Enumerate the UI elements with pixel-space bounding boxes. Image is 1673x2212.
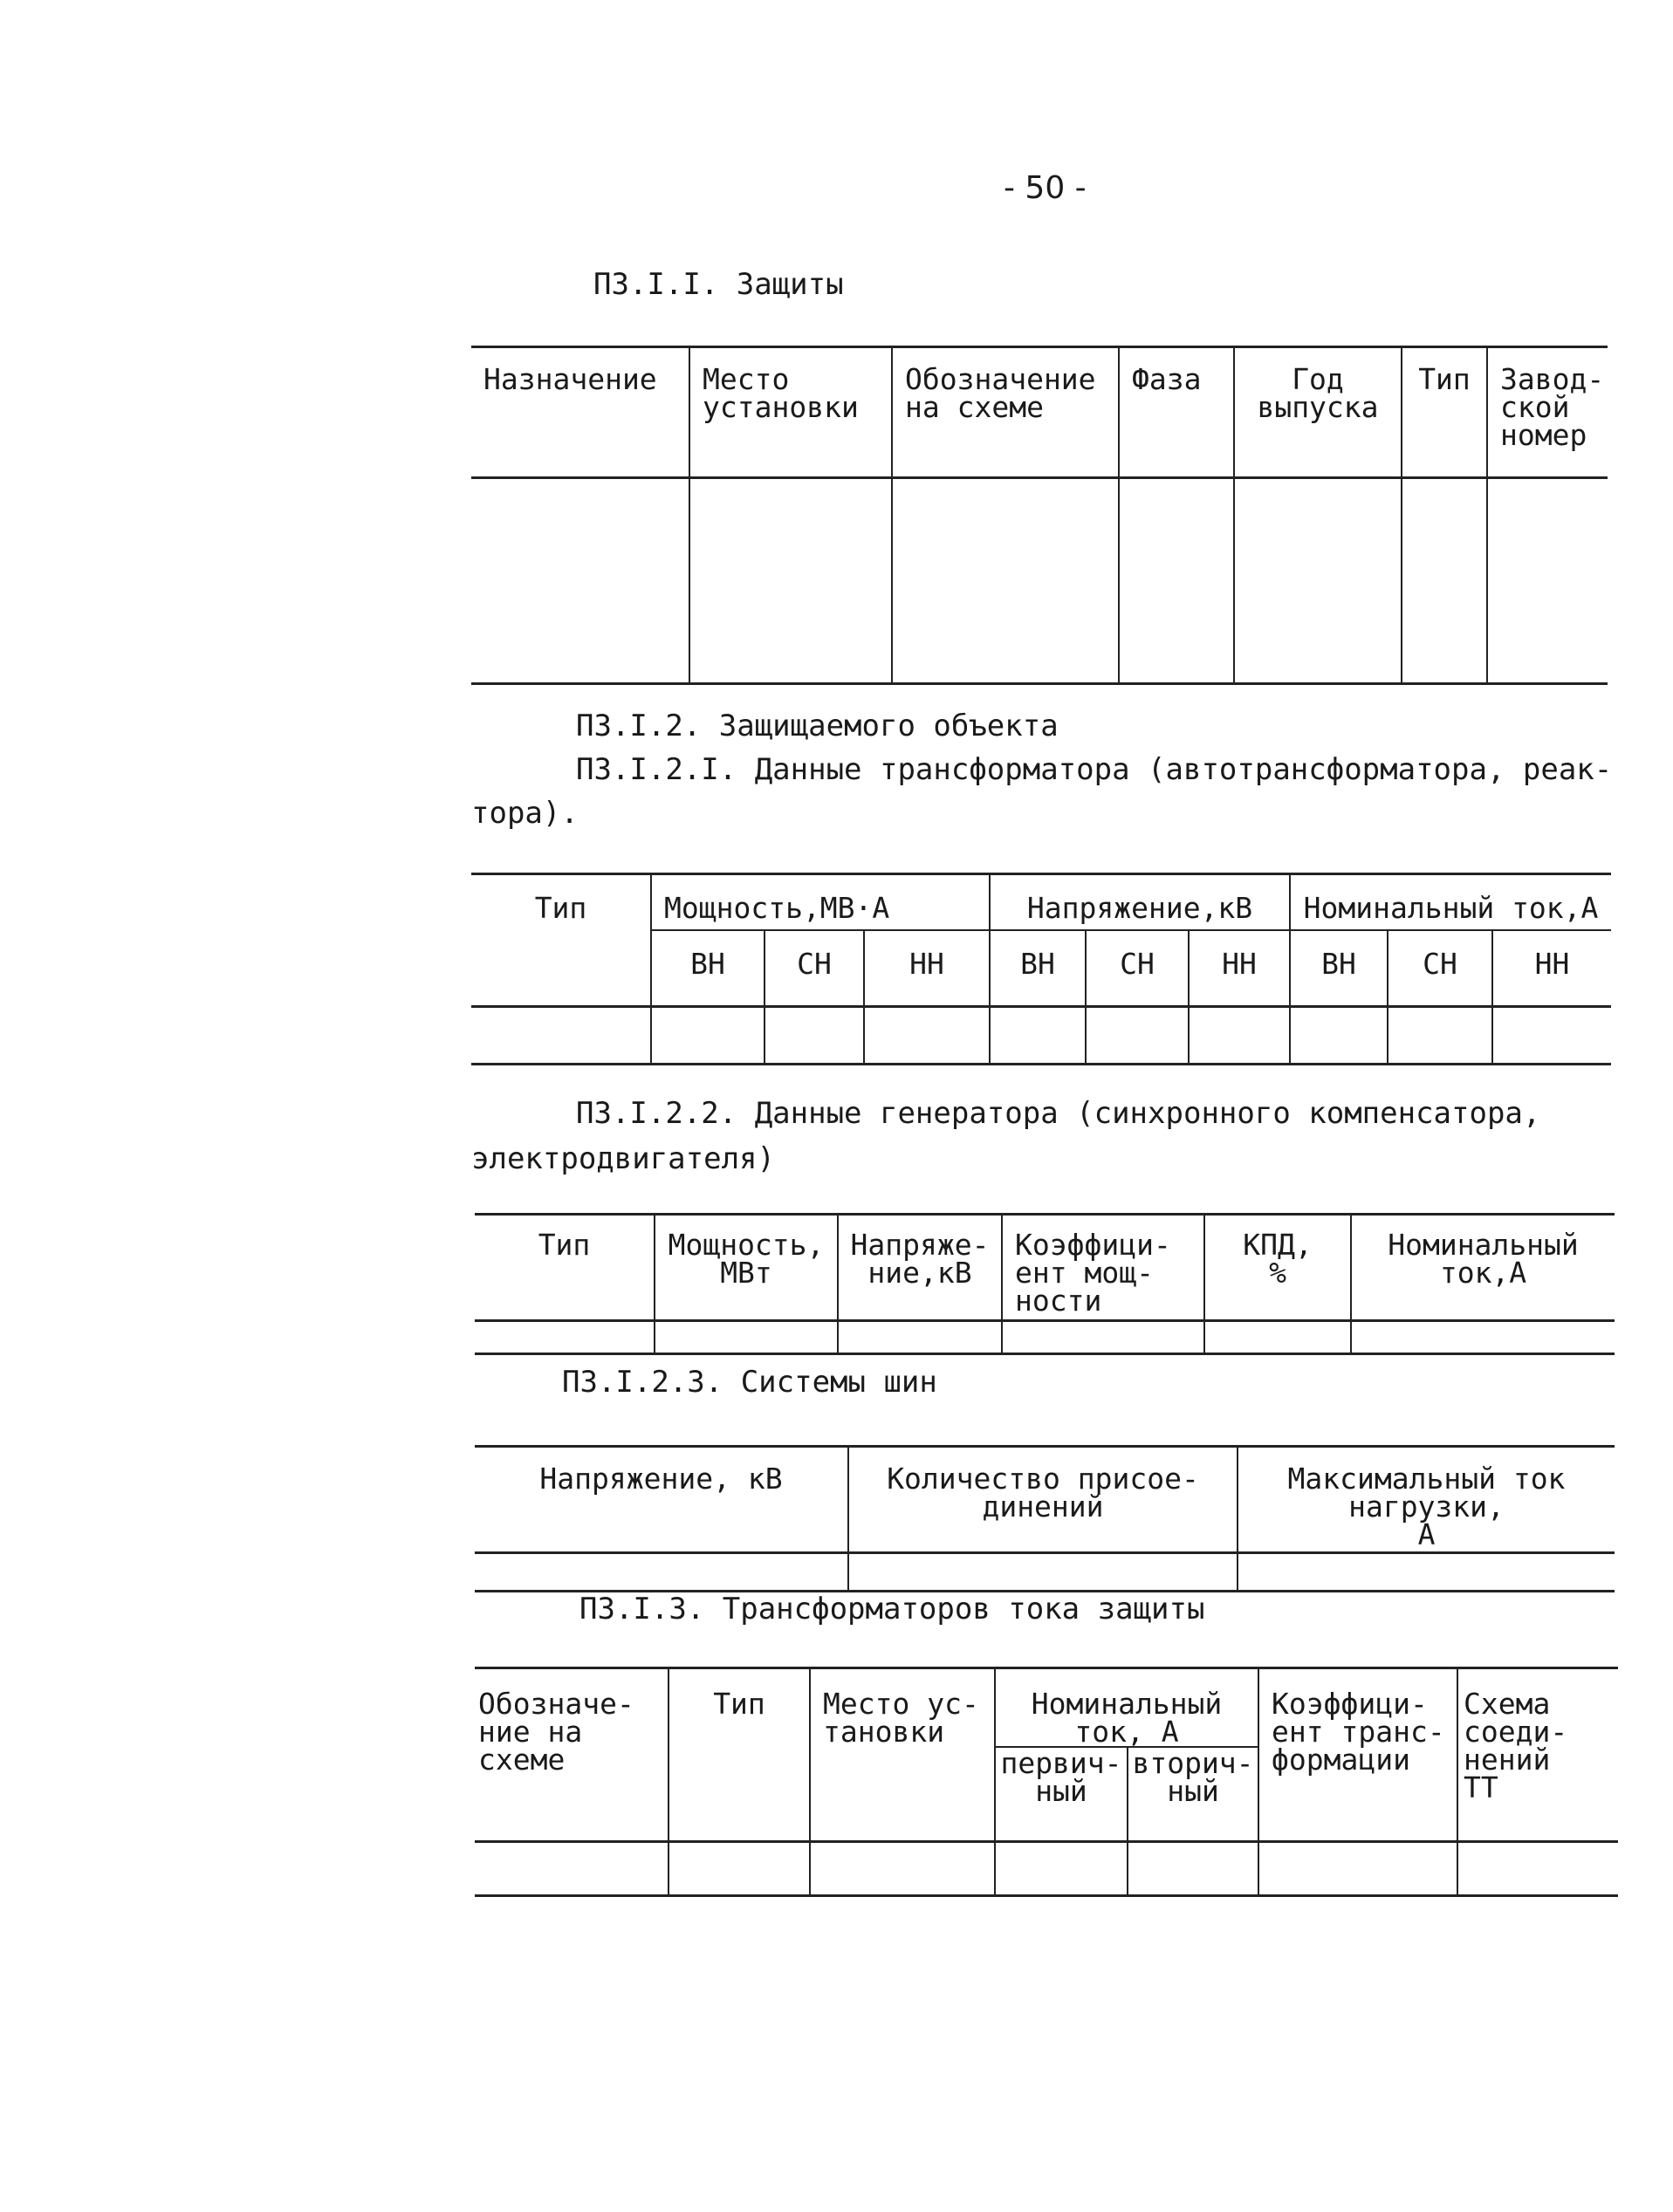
t4-header-voltage: Напряжение, кВ [475, 1447, 848, 1553]
t2-cell [1492, 1007, 1611, 1065]
t2-cell [651, 1007, 765, 1065]
t1-header-year: Год выпуска [1234, 347, 1402, 478]
t1-header-designation: Обозначение на схеме [892, 347, 1119, 478]
t5-sub-secondary: вторич- ный [1128, 1747, 1258, 1841]
t3-header-power-factor: Коэффици- ент мощ- ности [1002, 1215, 1204, 1321]
transformer-data-table [471, 873, 1611, 1065]
t1-header-location: Место установки [689, 347, 892, 478]
t1-cell [892, 478, 1119, 684]
t3-cell [1204, 1321, 1351, 1354]
t3-header-voltage: Напряже- ние,кВ [838, 1215, 1002, 1321]
t3-cell [475, 1321, 655, 1354]
t5-header-designation: Обозначе- ние на схеме [475, 1668, 669, 1842]
section-heading-generator-data-cont: электродвигателя) [471, 1141, 775, 1176]
t5-header-rated-current: Номинальный ток, А [995, 1668, 1258, 1748]
t5-cell [475, 1841, 669, 1895]
t5-header-ratio: Коэффици- ент транс- формации [1258, 1668, 1457, 1842]
t2-cell [1388, 1007, 1492, 1065]
current-transformers-table [475, 1667, 1618, 1897]
t2-header-power: Мощность,МВ·А [651, 874, 990, 930]
t2-sub-current-hv: ВН [1290, 930, 1388, 1007]
t2-sub-power-hv: ВН [651, 930, 765, 1007]
t2-header-current: Номинальный ток,А [1290, 874, 1611, 930]
t4-header-max-load-current: Максимальный ток нагрузки, А [1238, 1447, 1615, 1553]
section-heading-transformer-data-cont: тора). [471, 796, 579, 831]
t5-cell [1457, 1841, 1618, 1895]
t2-cell [471, 1007, 651, 1065]
t4-header-connections: Количество присое- динений [848, 1447, 1238, 1553]
t3-cell [838, 1321, 1002, 1354]
t3-cell [1002, 1321, 1204, 1354]
section-heading-current-transformers: ПЗ.I.3. Трансформаторов тока защиты [579, 1592, 1205, 1626]
t3-header-type: Тип [475, 1215, 655, 1321]
t2-header-type: Тип [471, 874, 651, 1007]
t5-header-type: Тип [669, 1668, 810, 1842]
t1-header-phase: Фаза [1119, 347, 1234, 478]
t5-sub-primary: первич- ный [995, 1747, 1128, 1841]
t2-cell [1189, 1007, 1290, 1065]
t3-header-power: Мощность, МВт [655, 1215, 838, 1321]
t2-cell [1086, 1007, 1189, 1065]
page-number: - 50 - [1004, 170, 1087, 206]
t2-sub-voltage-hv: ВН [990, 930, 1086, 1007]
t2-cell [990, 1007, 1086, 1065]
t2-sub-current-lv: НН [1492, 930, 1611, 1007]
section-heading-transformer-data: ПЗ.I.2.I. Данные трансформатора (автотрансформатора, реак- [576, 752, 1613, 787]
t1-header-purpose: Назначение [471, 347, 689, 478]
t3-cell [1351, 1321, 1615, 1354]
t2-header-voltage: Напряжение,кВ [990, 874, 1290, 930]
t3-header-rated-current: Номинальный ток,А [1351, 1215, 1615, 1321]
t5-header-scheme: Схема соеди- нений ТТ [1457, 1668, 1618, 1842]
t2-sub-power-mv: СН [765, 930, 864, 1007]
busbar-systems-table [475, 1445, 1615, 1592]
section-heading-busbar-systems: ПЗ.I.2.3. Системы шин [562, 1365, 937, 1400]
t2-sub-voltage-lv: НН [1189, 930, 1290, 1007]
t5-header-location: Место ус- тановки [810, 1668, 995, 1842]
t1-cell [1234, 478, 1402, 684]
t1-header-type: Тип [1402, 347, 1487, 478]
t1-cell [689, 478, 892, 684]
t2-sub-current-mv: СН [1388, 930, 1492, 1007]
protections-table [471, 346, 1608, 685]
t2-sub-voltage-mv: СН [1086, 930, 1189, 1007]
t4-cell [1238, 1553, 1615, 1592]
t5-cell [669, 1841, 810, 1895]
t1-cell [1402, 478, 1487, 684]
t1-cell [1119, 478, 1234, 684]
section-heading-generator-data: ПЗ.I.2.2. Данные генератора (синхронного компенсатора, [576, 1096, 1541, 1131]
section-heading-protections: ПЗ.I.I. Защиты [593, 267, 844, 302]
t4-cell [475, 1553, 848, 1592]
t3-header-efficiency: КПД, % [1204, 1215, 1351, 1321]
section-heading-protected-object: ПЗ.I.2. Защищаемого объекта [576, 709, 1059, 743]
t1-cell [1487, 478, 1608, 684]
t3-cell [655, 1321, 838, 1354]
t1-header-serial: Завод- ской номер [1487, 347, 1608, 478]
t2-cell [864, 1007, 990, 1065]
t2-sub-power-lv: НН [864, 930, 990, 1007]
t2-cell [1290, 1007, 1388, 1065]
t5-cell [1128, 1841, 1258, 1895]
t4-cell [848, 1553, 1238, 1592]
generator-data-table [475, 1213, 1615, 1355]
t5-cell [995, 1841, 1128, 1895]
t5-cell [1258, 1841, 1457, 1895]
t5-cell [810, 1841, 995, 1895]
t2-cell [765, 1007, 864, 1065]
t1-cell [471, 478, 689, 684]
